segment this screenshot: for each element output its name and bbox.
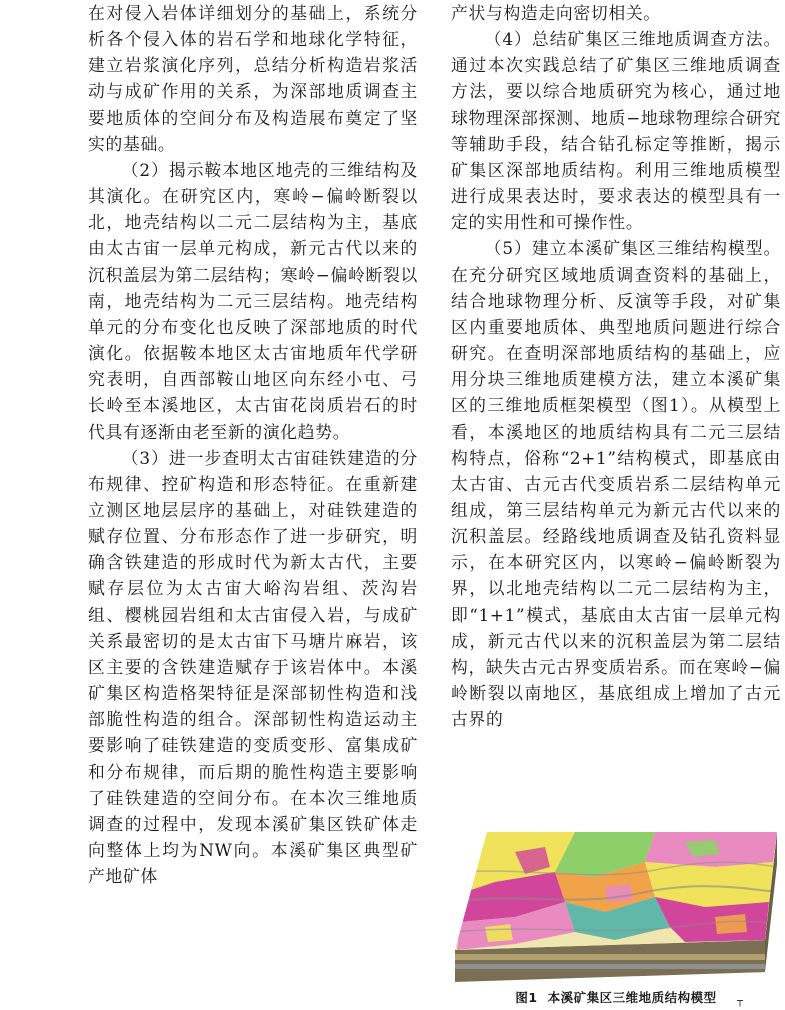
- paragraph-survey-method: （4）总结矿集区三维地质调查方法。通过本次实践总结了矿集区三维地质调查方法，要以综合地质研究为核心，通过地球物理深部探测、地质−地球物理综合研究等辅助手段，结合钻孔标定等推断，揭示矿集区深部地质结构。利用三维地质模型进行成果表达时，要求表达的模型具有一定的实用性和可操作性。: [451, 29, 781, 233]
- paragraph-intrusive-rocks: 在对侵入岩体详细划分的基础上，系统分析各个侵入体的岩石学和地球化学特征，建立岩浆演化序列，总结分析构造岩浆活动与成矿作用的关系，为深部地质调查主要地质体的空间分布及构造展布奠定了坚实的基础。: [88, 3, 418, 154]
- paragraph-crustal-structure: （2）揭示鞍本地区地壳的三维结构及其演化。在研究区内，寒岭−偏岭断裂以北，地壳结构以二元二层结构为主，基底由太古宙一层单元构成，新元古代以来的沉积盖层为第二层结构；寒岭−偏岭断裂以南，地壳结构为二元三层结构。地壳结构单元的分布变化也反映了深部地质的时代演化。依据鞍本地区太古宙地质年代学研究表明，自西部鞍山地区向东经小屯、弓长岭至本溪地区，太古宙花岗质岩石的时代具有逐渐由老至新的演化趋势。: [88, 159, 418, 442]
- figure-caption: [451, 988, 781, 1006]
- left-column: [88, 0, 418, 889]
- paragraph-continuation: 产状与构造走向密切相关。: [451, 3, 661, 23]
- paragraph-3d-model: （5）建立本溪矿集区三维结构模型。在充分研究区域地质调查资料的基础上，结合地球物理分析、反演等手段，对矿集区内重要地质体、典型地质问题进行综合研究。在查明深部地质结构的基础上，应用分块三维地质建模方法，建立本溪矿集区的三维地质框架模型（图1）。从模型上看，本溪地区的地质结构具有二元三层结构特点，俗称“2+1”结构模式，即基底由太古宙、古元古代变质岩系二层结构单元组成，第三层结构单元为新元古代以来的沉积盖层。经路线地质调查及钻孔资料显示，在本研究区内，以寒岭−偏岭断裂为界，以北地壳结构以二元二层结构为主，即“1+1”模式，基底由太古宙一层单元构成，新元古代以来的沉积盖层为第二层结构，缺失古元古界变质岩系。而在寒岭−偏岭断裂以南地区，基底组成上增加了古元古界的: [451, 238, 781, 730]
- model-top-surface: [455, 832, 777, 950]
- right-column: [451, 0, 781, 732]
- front-stratum-band: [455, 954, 765, 960]
- figure-title: 本溪矿集区三维地质结构模型: [547, 990, 717, 1005]
- stray-mark: ┬: [737, 996, 744, 1007]
- figure-number: 图1: [515, 990, 538, 1005]
- 3d-geological-model-figure: [455, 832, 777, 982]
- front-stratum-band: [455, 964, 765, 969]
- paragraph-bif-distribution: （3）进一步查明太古宙硅铁建造的分布规律、控矿构造和形态特征。在重新建立测区地层层序的基础上，对硅铁建造的赋存位置、分布形态作了进一步研究，明确含铁建造的形成时代为新太古代，主要赋存层位为太古宙大峪沟岩组、茨沟岩组、樱桃园岩组和太古宙侵入岩，与成矿关系最密切的是太古宙下马塘片麻岩，该区主要的含铁建造赋存于该岩体中。本溪矿集区构造格架特征是深部韧性构造和浅部脆性构造的组合。深部韧性构造运动主要影响了硅铁建造的变质变形、富集成矿和分布规律，而后期的脆性构造主要影响了硅铁建造的空间分布。在本次三维地质调查的过程中，发现本溪矿集区铁矿体走向整体上均为NW向。本溪矿集区典型矿产地矿体: [88, 447, 418, 887]
